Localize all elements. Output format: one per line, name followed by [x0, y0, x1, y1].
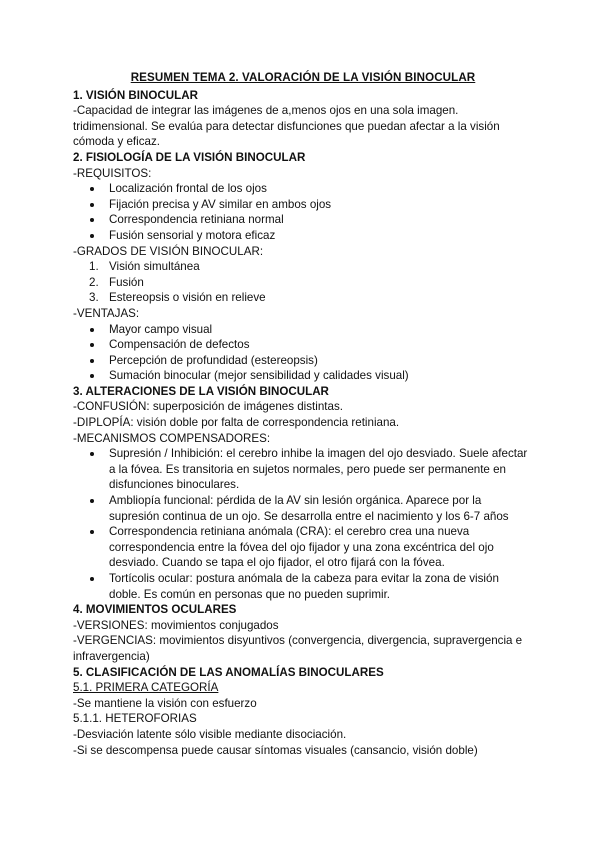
- list-item: Sumación binocular (mejor sensibilidad y calidades visual): [73, 368, 533, 384]
- confusion-text: -CONFUSIÓN: superposición de imágenes distintas.: [73, 400, 343, 414]
- ventajas-label: -VENTAJAS:: [73, 306, 140, 320]
- document-title: RESUMEN TEMA 2. VALORACIÓN DE LA VISIÓN BINOCULAR: [130, 71, 476, 84]
- bullet-icon: [90, 452, 94, 456]
- document-content: [73, 70, 533, 758]
- list-item: 1. Visión simultánea: [89, 260, 200, 274]
- list-item: Mayor campo visual: [73, 322, 533, 338]
- list-item: Tortícolis ocular: postura anómala de la cabeza para evitar la zona de visión doble. Es común en personas que no pueden suprimir.: [73, 571, 533, 602]
- list-item: Fijación precisa y AV similar en ambos ojos: [73, 197, 533, 213]
- diplopia-text: -DIPLOPÍA: visión doble por falta de correspondencia retiniana.: [73, 416, 400, 430]
- list-item: Supresión / Inhibición: el cerebro inhibe la imagen del ojo desviado. Suele afectar a la fóvea. Es transitoria en sujetos normales, pero puede ser permanente en disfunciones binoculares.: [73, 446, 533, 493]
- list-item: 3. Estereopsis o visión en relieve: [89, 291, 266, 305]
- list-item: Fusión sensorial y motora eficaz: [73, 228, 533, 244]
- bullet-icon: [90, 374, 94, 378]
- requisitos-label: -REQUISITOS:: [73, 166, 152, 180]
- list-item: 2. Fusión: [89, 275, 144, 289]
- subsection-text: -Se mantiene la visión con esfuerzo: [73, 696, 257, 710]
- subsubsection-heading: 5.1.1. HETEROFORIAS: [73, 712, 197, 726]
- bullet-icon: [90, 499, 94, 503]
- list-number: 1.: [89, 260, 99, 274]
- list-item: Correspondencia retiniana normal: [73, 212, 533, 228]
- bullet-icon: [90, 234, 94, 238]
- grados-list: [73, 259, 533, 306]
- grados-label: -GRADOS DE VISIÓN BINOCULAR:: [73, 244, 264, 258]
- bullet-icon: [90, 203, 94, 207]
- bullet-icon: [90, 577, 94, 581]
- section-5-heading: 5. CLASIFICACIÓN DE LAS ANOMALÍAS BINOCULARES: [73, 665, 384, 679]
- section-1-heading: 1. VISIÓN BINOCULAR: [73, 88, 198, 102]
- bullet-icon: [90, 328, 94, 332]
- mecanismos-label: -MECANISMOS COMPENSADORES:: [73, 431, 271, 445]
- section-1-text: -Capacidad de integrar las imágenes de a,menos ojos en una sola imagen. tridimensional. Se evalúa para detectar disfunciones que puedan afectar a la visión cómoda y eficaz.: [73, 104, 500, 149]
- bullet-icon: [90, 359, 94, 363]
- list-item: Localización frontal de los ojos: [73, 181, 533, 197]
- vergencias-text: -VERGENCIAS: movimientos disyuntivos (convergencia, divergencia, supravergencia e infravergencia): [73, 634, 523, 663]
- list-number: 3.: [89, 291, 99, 305]
- subsection-heading: 5.1. PRIMERA CATEGORÍA: [73, 681, 219, 695]
- list-number: 2.: [89, 275, 99, 289]
- heteroforias-line-1: -Desviación latente sólo visible mediante disociación.: [73, 727, 347, 741]
- heteroforias-line-2: -Si se descompensa puede causar síntomas visuales (cansancio, visión doble): [73, 743, 478, 757]
- bullet-icon: [90, 187, 94, 191]
- section-2-heading: 2. FISIOLOGÍA DE LA VISIÓN BINOCULAR: [73, 150, 306, 164]
- list-item: Ambliopía funcional: pérdida de la AV sin lesión orgánica. Aparece por la supresión continua de un ojo. Se desarrolla entre el nacimiento y los 6-7 años: [73, 493, 533, 524]
- versiones-text: -VERSIONES: movimientos conjugados: [73, 618, 279, 632]
- bullet-icon: [90, 343, 94, 347]
- ventajas-list: [73, 322, 533, 384]
- list-item: Compensación de defectos: [73, 337, 533, 353]
- list-item: Percepción de profundidad (estereopsis): [73, 353, 533, 369]
- section-3-heading: 3. ALTERACIONES DE LA VISIÓN BINOCULAR: [73, 384, 329, 398]
- list-item: Correspondencia retiniana anómala (CRA): el cerebro crea una nueva correspondencia entre la fóvea del ojo fijador y una zona excéntrica del ojo desviado. Cuando se tapa el ojo fijador, el otro fijará con la fóvea.: [73, 524, 533, 571]
- requisitos-list: [73, 181, 533, 243]
- mecanismos-list: [73, 446, 533, 602]
- bullet-icon: [90, 218, 94, 222]
- section-4-heading: 4. MOVIMIENTOS OCULARES: [73, 603, 237, 617]
- bullet-icon: [90, 530, 94, 534]
